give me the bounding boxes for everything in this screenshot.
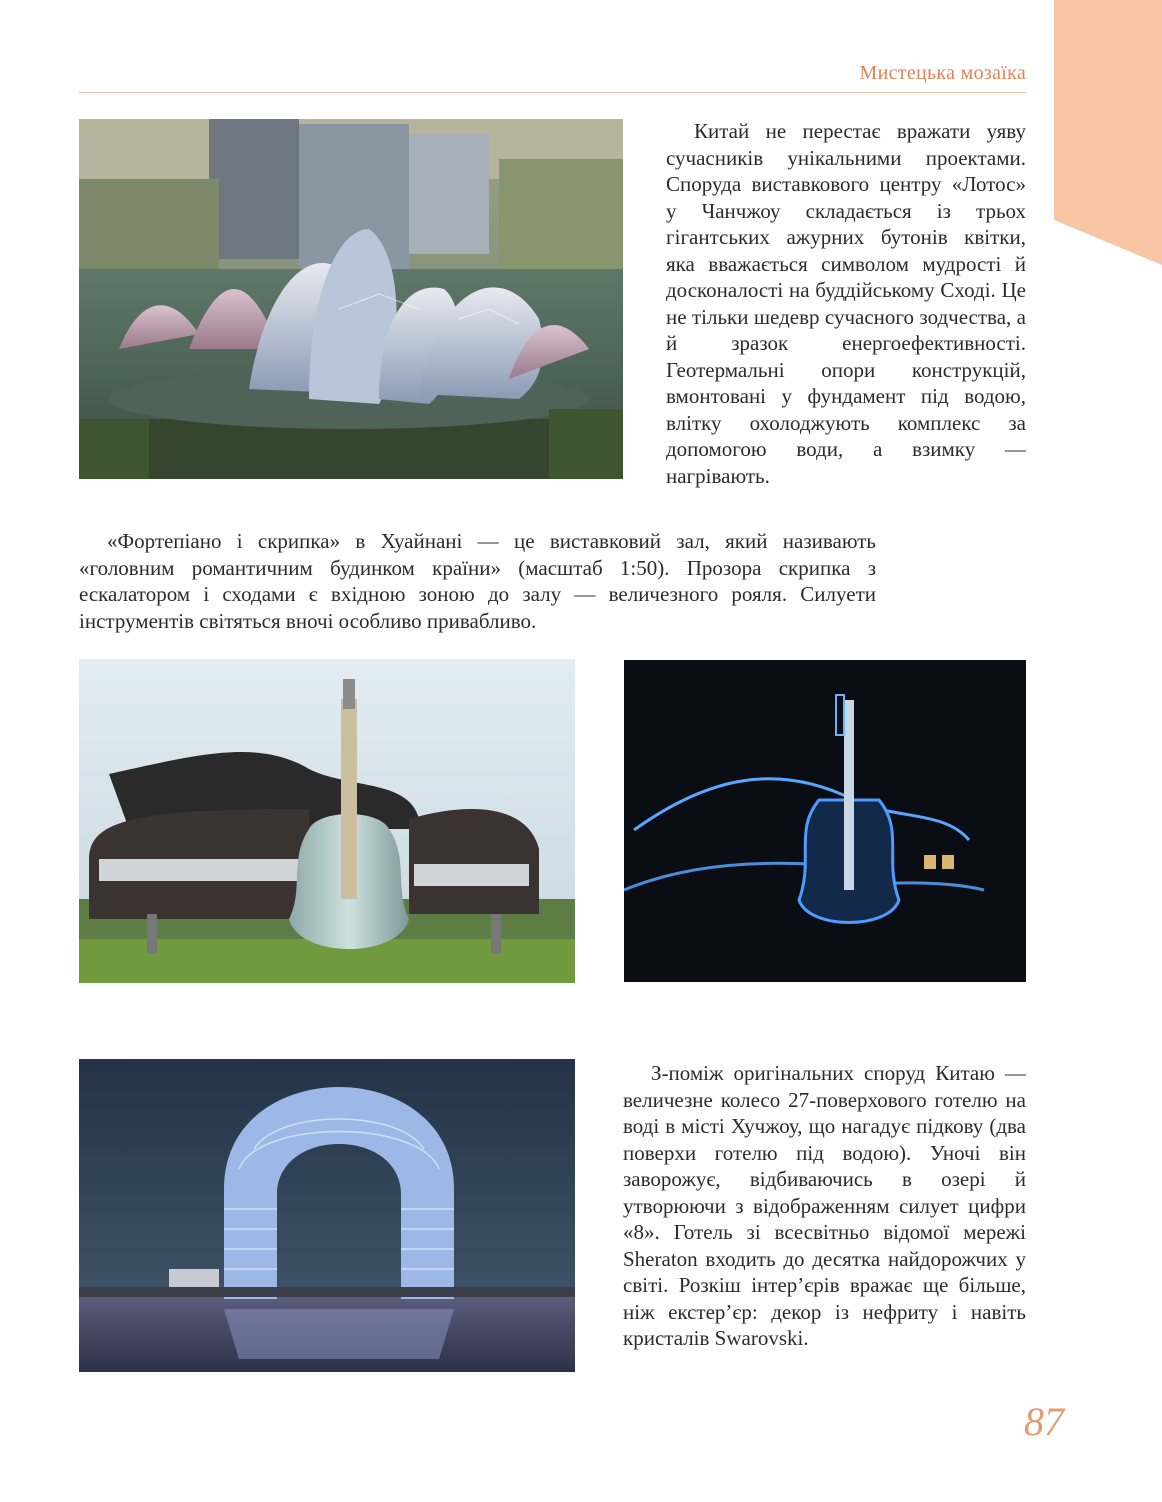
piano-violin-day-photo: [79, 659, 575, 983]
hotel-paragraph: З-поміж оригінальних споруд Китаю — величезне колесо 27-поверхового готелю на воді в місті Хучжоу, що нагадує підкову (два поверхи готелю під водою). Уночі він заворожує, відбиваючись в озері й утворюючи з відображенням силует цифри «8». Готель зі всесвітньо відомої мережі Sheraton входить до десятка найдорожчих у світі. Розкіш інтер’єрів вражає ще більше, ніж екстер’єр: декор із нефриту і навіть кристалів Swarovski.: [623, 1061, 1026, 1350]
horseshoe-hotel-photo: [79, 1059, 575, 1372]
piano-violin-night-photo: [624, 660, 1026, 982]
corner-tab: [1054, 0, 1162, 265]
header-divider: [79, 92, 1026, 93]
section-title: Мистецька мозаїка: [859, 62, 1026, 84]
lotus-building-photo: [79, 119, 623, 479]
page-number: 87: [1024, 1399, 1064, 1444]
piano-violin-paragraph: «Фортепіано і скрипка» в Хуайнані — це виставковий зал, який називають «головним романтичним будинком країни» (масштаб 1:50). Прозора скрипка з ескалатором і сходами є вхідною зоною до залу — величезного рояля. Силуети інструментів світяться вночі особливо привабливо.: [79, 529, 876, 633]
lotus-paragraph: Китай не перестає вражати уяву сучасників унікальними проектами. Споруда виставкового центру «Лотос» у Чанчжоу складається із трьох гігантських ажурних бутонів квітки, яка вважається символом мудрості й досконалості на буддійському Сході. Це не тільки шедевр сучасного зодчества, а й зразок енергоефективності. Геотермальні опори конструкцій, вмонтовані у фундамент під водою, влітку охолоджують комплекс за допомогою води, а взимку — нагрівають.: [666, 119, 1026, 488]
